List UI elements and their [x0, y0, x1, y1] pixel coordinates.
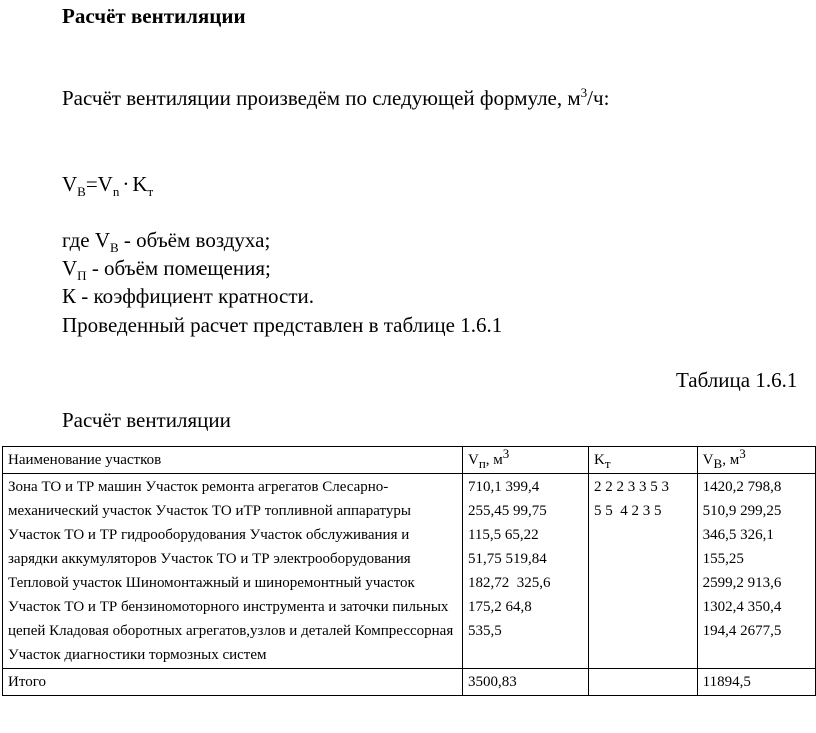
header-vp-sup: 3 [502, 446, 510, 461]
total-vp-cell [462, 669, 588, 696]
vp-line: 175,2 64,8 [467, 599, 532, 615]
header-kt-sub: т [604, 456, 611, 471]
table-header-row [3, 447, 816, 474]
vb-line: 2599,2 913,6 [702, 575, 782, 591]
header-vp [462, 447, 588, 474]
formula [62, 172, 154, 200]
total-label-cell [3, 669, 463, 696]
header-sections [3, 447, 463, 474]
formula-k: K [132, 172, 148, 196]
section-names: Зона ТО и ТР машин Участок ремонта агрегатов Слесарно-механический участок Участок ТО иТР топливной аппаратуры Участок ТО и ТР гидрооборудования Участок обслуживания и зарядки аккумуляторов Участок ТО и ТР электрооборудования Тепловой участок Шиномонтажный и шиноремонтный участок Участок ТО и ТР бензиномоторного инструмента и заточки пильных цепей Кладовая оборотных агрегатов,узлов и деталей Компрессорная Участок диагностики тормозных систем [8, 479, 454, 663]
document-heading: Расчёт вентиляции [62, 4, 246, 28]
definition-text: - объём воздуха; [118, 228, 271, 252]
vb-line: 1302,4 350,4 [702, 599, 782, 615]
vb-line: 194,4 2677,5 [702, 623, 782, 639]
definition-k [62, 284, 314, 309]
definition-text: - коэффициент кратности. [76, 284, 314, 308]
header-vp-sub: п [478, 456, 486, 471]
definition-vp [62, 256, 271, 284]
definition-sub: П [77, 268, 87, 284]
definition-symbol: К [62, 284, 77, 308]
vp-line: 535,5 [467, 623, 502, 639]
formula-k-sub: т [147, 184, 154, 200]
header-kt [589, 447, 698, 474]
definition-symbol: V [62, 256, 78, 280]
formula-dot: · [122, 172, 130, 196]
header-kt-symbol: K [594, 452, 605, 468]
vp-line: 255,45 99,75 [467, 503, 547, 519]
kt-values-cell [589, 474, 698, 669]
table-title: Расчёт вентиляции [62, 408, 231, 432]
header-vp-symbol: V [467, 452, 479, 468]
intro-text: Расчёт вентиляции произведём по следующей формуле, м [62, 86, 581, 110]
vp-line: 182,72 325,6 [467, 575, 551, 591]
definition-text: - объём помещения; [86, 256, 271, 280]
vp-line: 710,1 399,4 [467, 479, 540, 495]
formula-vn-sub: n [112, 184, 120, 200]
vp-line: 115,5 65,22 [467, 527, 539, 543]
header-vb-unit: , м [722, 452, 740, 468]
intro-unit-sup: 3 [580, 85, 588, 100]
header-vb-symbol: V [702, 452, 714, 468]
total-kt-cell [589, 669, 698, 696]
header-vb-sub: B [713, 456, 723, 471]
header-vb-sup: 3 [739, 446, 746, 461]
intro-suffix: /ч: [587, 86, 610, 110]
formula-vb-sub: B [77, 184, 86, 200]
vp-line: 51,75 519,84 [467, 551, 547, 567]
table-body-row [3, 474, 816, 669]
summary-paragraph: Проведенный расчет представлен в таблице 1.6.1 [62, 313, 503, 337]
vp-values-cell [462, 474, 588, 669]
header-vp-unit: , м [485, 452, 503, 468]
formula-vb: V [62, 172, 78, 196]
kt-line: 5 5 4 2 3 5 [594, 503, 662, 519]
vb-values-cell [697, 474, 815, 669]
definition-vb [62, 228, 271, 256]
vb-line: 510,9 299,25 [702, 503, 782, 519]
total-label: Итого [8, 674, 46, 690]
table-total-row [3, 669, 816, 696]
definition-symbol: где V [62, 228, 110, 252]
definition-sub: B [110, 240, 119, 256]
vb-line: 1420,2 798,8 [702, 479, 782, 495]
kt-line: 2 2 2 3 3 5 3 [594, 479, 670, 495]
table-label: Таблица 1.6.1 [676, 368, 798, 392]
total-vp: 3500,83 [467, 674, 517, 690]
header-sections-label: Наименование участков [8, 452, 162, 468]
total-vb: 11894,5 [702, 674, 751, 690]
vb-line: 346,5 326,1 [702, 527, 774, 543]
header-vb [697, 447, 815, 474]
vb-line: 155,25 [702, 551, 744, 567]
total-vb-cell [697, 669, 815, 696]
ventilation-table [2, 446, 816, 696]
intro-paragraph [62, 86, 609, 111]
section-names-cell [3, 474, 463, 669]
formula-eq-vn: =V [85, 172, 113, 196]
